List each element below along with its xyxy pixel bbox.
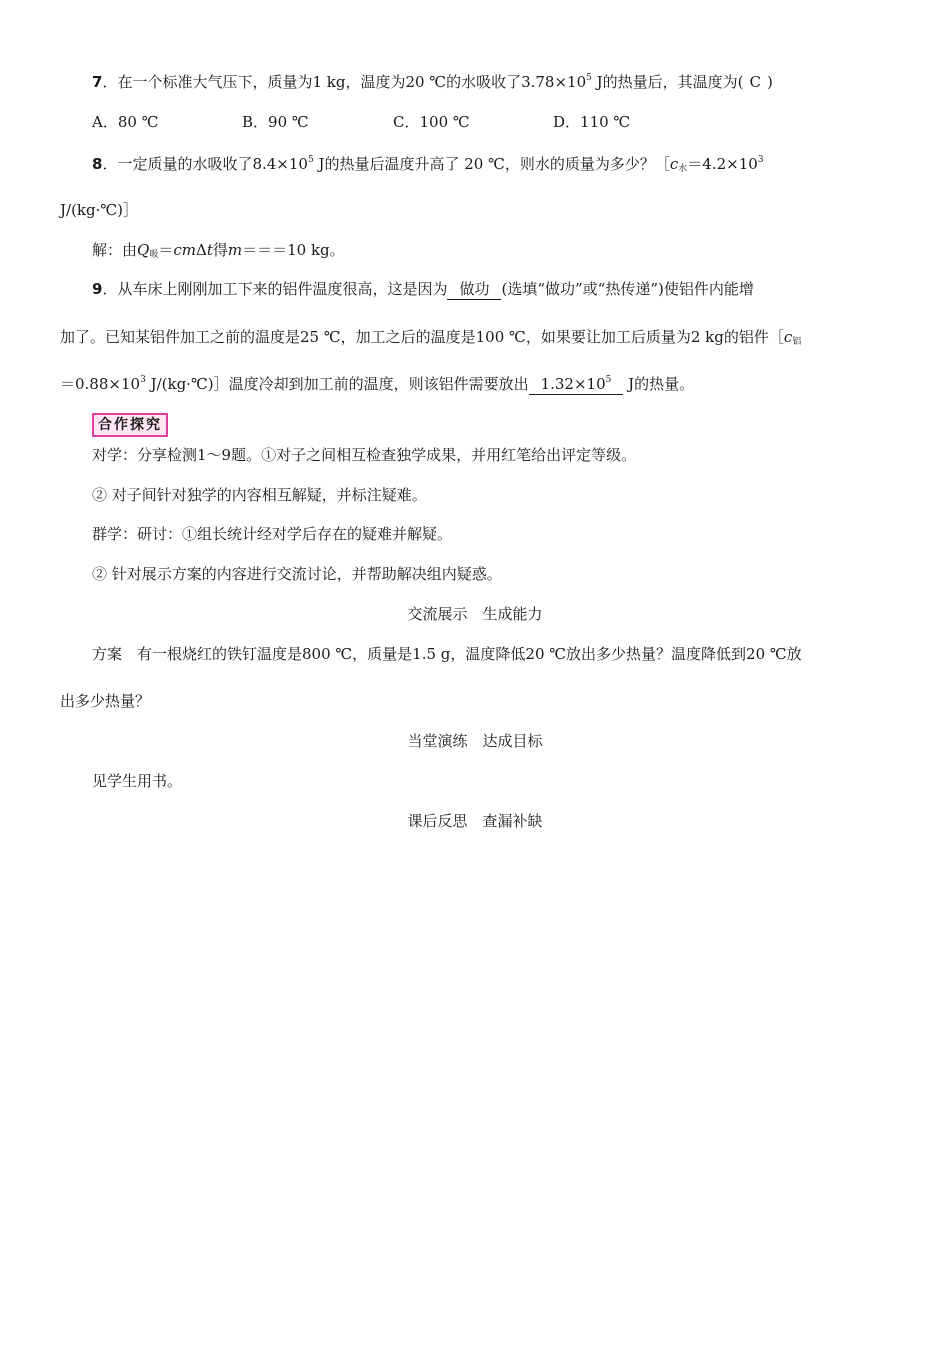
symbol-cm: cm [173, 241, 196, 259]
question-8-continued: J/(kg·℃)］ [60, 201, 139, 219]
option-a: A．80 ℃ [92, 113, 159, 131]
symbol-q: Q [137, 241, 150, 259]
exponent: 3 [757, 155, 764, 165]
question-text: ＝0.88×10 [60, 375, 141, 393]
question-text: J的热量后，其温度为( [591, 73, 744, 91]
exponent: 5 [307, 155, 314, 165]
coop-line-4: ② 针对展示方案的内容进行交流讨论，并帮助解决组内疑惑。 [92, 565, 502, 583]
question-number: 8 [92, 155, 103, 173]
solution-text: 解：由 [92, 241, 138, 259]
option-b: B．90 ℃ [242, 113, 309, 131]
question-8 [92, 153, 764, 175]
symbol-c: c [669, 155, 679, 173]
coop-line-1: 对学：分享检测1～9题。①对子之间相互检查独学成果，并用红笔给出评定等级。 [92, 446, 637, 464]
solution-text: ＝＝＝10 kg。 [242, 241, 345, 259]
coop-line-3: 群学：研讨：①组长统计经对学后存在的疑难并解疑。 [92, 525, 453, 543]
question-text: ．从车床上刚刚加工下来的铝件温度很高，这是因为 [102, 280, 448, 298]
question-7 [92, 71, 773, 93]
question-text: ＝4.2×10 [687, 155, 758, 173]
see-student-book: 见学生用书。 [92, 772, 183, 790]
bracket-close: ) [767, 73, 773, 91]
plan-line-2: 出多少热量？ [60, 692, 151, 710]
question-number: 7 [92, 73, 103, 91]
section-heading: 交流展示 生成能力 [407, 605, 543, 623]
coop-line-2: ② 对子间针对独学的内容相互解疑，并标注疑难。 [92, 486, 427, 504]
exponent: 3 [140, 375, 146, 385]
cooperation-badge: 合作探究 [92, 413, 168, 437]
answer-blank [529, 374, 624, 395]
question-text: J的热量后温度升高了 20 ℃，则水的质量为多少？［ [313, 155, 670, 173]
option-d: D．110 ℃ [553, 113, 631, 131]
symbol-c: c [783, 328, 793, 346]
exponent: 5 [586, 73, 592, 83]
solution-text: Δ [195, 241, 207, 259]
question-9-line3 [60, 373, 694, 395]
solution-text: ＝ [158, 241, 174, 259]
question-text: J/(kg·℃)］温度冷却到加工前的温度，则该铝件需要放出 [145, 375, 529, 393]
answer-blank: 做功 [447, 279, 501, 300]
exponent: 5 [605, 375, 612, 385]
question-number: 9 [92, 280, 103, 298]
question-text: 加了。已知某铝件加工之前的温度是25 ℃，加工之后的温度是100 ℃，如果要让加工后质量为2 kg的铝件［ [60, 328, 784, 346]
subscript: 铝 [792, 337, 802, 347]
section-heading: 课后反思 查漏补缺 [407, 812, 543, 830]
answer-choice: C [749, 73, 761, 91]
plan-line-1: 方案 有一根烧红的铁钉温度是800 ℃，质量是1.5 g，温度降低20 ℃放出多少热量？温度降低到20 ℃放 [92, 645, 802, 663]
solution-text: 得 [212, 241, 228, 259]
symbol-t: t [206, 241, 213, 259]
question-text: ．一定质量的水吸收了8.4×10 [102, 155, 308, 173]
question-8-solution [92, 239, 345, 261]
question-7-options [0, 111, 950, 133]
section-heading: 当堂演练 达成目标 [407, 732, 543, 750]
option-c: C．100 ℃ [393, 113, 470, 131]
question-text: J的热量。 [623, 375, 695, 393]
symbol-m: m [227, 241, 243, 259]
question-9-line2 [60, 326, 801, 348]
subscript: 水 [678, 164, 688, 174]
question-text: ．在一个标准大气压下，质量为1 kg，温度为20 ℃的水吸收了3.78×10 [102, 73, 587, 91]
question-text: (选填“做功”或“热传递”)使铝件内能增 [501, 280, 754, 298]
subscript: 吸 [149, 250, 159, 260]
answer-value: 1.32×10 [540, 375, 606, 393]
question-9 [92, 278, 754, 300]
